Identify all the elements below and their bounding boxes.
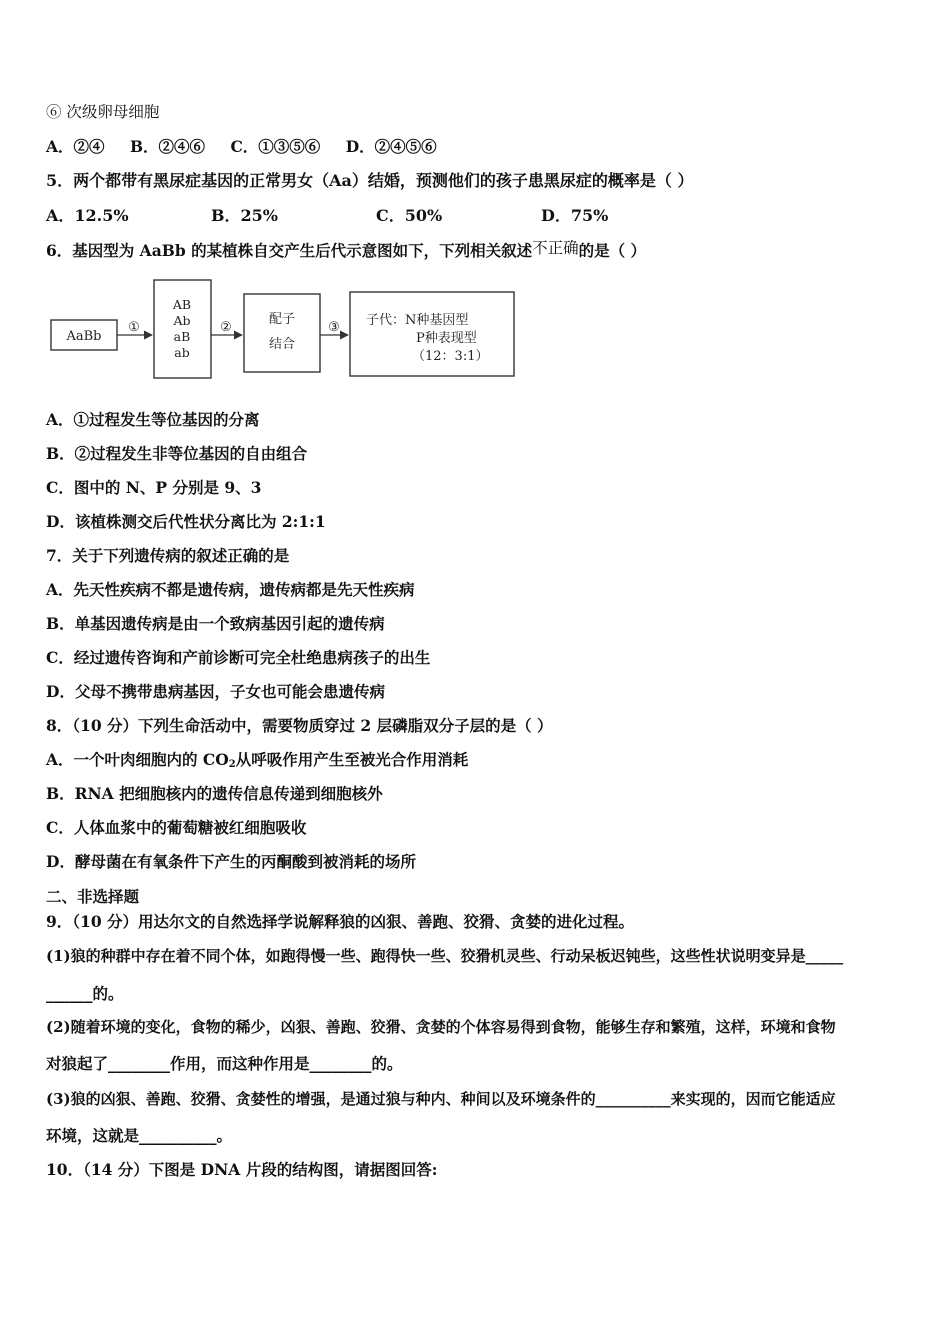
q4-option-d: D．②④⑤⑥: [345, 137, 437, 156]
q4-option-c: C．①③⑤⑥: [230, 137, 321, 156]
step-2-label: ②: [220, 320, 232, 335]
q5-option-c: C．50%: [376, 206, 443, 225]
q4-options: [46, 137, 437, 157]
q9-part1-line1: (1)狼的种群中存在着不同个体，如跑得慢一些、跑得快一些、狡猾机灵些、行动呆板迟钝些，这些性状说明变异是_____: [46, 947, 844, 965]
q8-option-a-pre: A．一个叶肉细胞内的 CO: [46, 750, 229, 769]
q7-option-b: B．单基因遗传病是由一个致病基因引起的遗传病: [46, 614, 385, 633]
q7-option-d: D．父母不携带患病基因，子女也可能会患遗传病: [46, 682, 385, 701]
q9-part2-line1: (2)随着环境的变化，食物的稀少，凶狠、善跑、狡猾、贪婪的个体容易得到食物，能够生存和繁殖，这样，环境和食物: [46, 1018, 836, 1036]
q6-stem-part1: 6．基因型为 AaBb 的某植株自交产生后代示意图如下，下列相关叙述: [46, 241, 533, 260]
q6-stem-part2: 的是（ ）: [578, 241, 647, 260]
q6-stem-emphasis: 不正确: [532, 239, 579, 257]
gamete-ab-upper: AB: [172, 297, 192, 312]
q8-option-a-sub: 2: [228, 759, 236, 770]
gamete-ab-mixed-2: aB: [173, 329, 191, 344]
fusion-label-1: 配子: [268, 312, 296, 327]
q8-option-b: B．RNA 把细胞核内的遗传信息传递到细胞核外: [46, 784, 383, 803]
section-2-heading: 二、非选择题: [46, 887, 140, 906]
step-1-label: ①: [128, 320, 140, 335]
q4-option-b: B．②④⑥: [129, 137, 206, 156]
self-cross-diagram: [46, 276, 526, 386]
q5-option-b: B．25%: [211, 206, 278, 225]
fusion-box: [244, 294, 320, 372]
offspring-genotype-label: 子代：N种基因型: [366, 313, 469, 328]
offspring-phenotype-label: P种表现型: [416, 331, 477, 346]
q6-option-a: A．①过程发生等位基因的分离: [46, 410, 260, 429]
step-3-label: ③: [328, 320, 340, 335]
q7-stem: 7．关于下列遗传病的叙述正确的是: [46, 546, 290, 565]
option-6-text: ⑥ 次级卵母细胞: [46, 103, 160, 121]
q9-part3-line2: 环境，这就是__________。: [46, 1126, 233, 1145]
q6-option-b: B．②过程发生非等位基因的自由组合: [46, 444, 308, 463]
q6-option-c: C．图中的 N、P 分别是 9、3: [46, 478, 262, 497]
q5-stem: 5．两个都带有黑尿症基因的正常男女（Aa）结婚，预测他们的孩子患黑尿症的概率是（ ）: [46, 171, 694, 190]
q9-part1-line2: ______的。: [46, 984, 124, 1003]
q10-stem: 10．（14 分）下图是 DNA 片段的结构图，请据图回答:: [46, 1160, 438, 1179]
fusion-label-2: 结合: [268, 337, 296, 352]
q6-stem: [46, 241, 646, 261]
q9-part3-line1: (3)狼的凶狠、善跑、狡猾、贪婪性的增强，是通过狼与种内、种间以及环境条件的__________来实现的，因而它能适应: [46, 1090, 836, 1108]
q8-option-c: C．人体血浆中的葡萄糖被红细胞吸收: [46, 818, 307, 837]
q8-option-a-post: 从呼吸作用产生至被光合作用消耗: [235, 750, 469, 769]
q8-option-d: D．酵母菌在有氧条件下产生的丙酮酸到被消耗的场所: [46, 852, 416, 871]
q4-option-a: A．②④: [46, 137, 105, 156]
gamete-ab-lower: ab: [174, 345, 190, 360]
gamete-ab-mixed: Ab: [173, 313, 191, 328]
q5-option-a: A．12.5%: [46, 206, 129, 225]
q6-option-d: D．该植株测交后代性状分离比为 2:1:1: [46, 512, 326, 531]
q8-option-a: [46, 750, 468, 770]
parent-genotype-label: AaBb: [66, 329, 102, 344]
q5-option-d: D．75%: [541, 206, 609, 225]
q9-part2-line2: 对狼起了________作用，而这种作用是________的。: [46, 1054, 403, 1073]
q9-stem: 9．（10 分）用达尔文的自然选择学说解释狼的凶狠、善跑、狡猾、贪婪的进化过程。: [46, 912, 635, 931]
q8-stem: 8．（10 分）下列生命活动中，需要物质穿过 2 层磷脂双分子层的是（ ）: [46, 716, 553, 735]
offspring-ratio-label: （12：3:1）: [412, 349, 489, 364]
q7-option-a: A．先天性疾病不都是遗传病，遗传病都是先天性疾病: [46, 580, 415, 599]
q7-option-c: C．经过遗传咨询和产前诊断可完全杜绝患病孩子的出生: [46, 648, 431, 667]
